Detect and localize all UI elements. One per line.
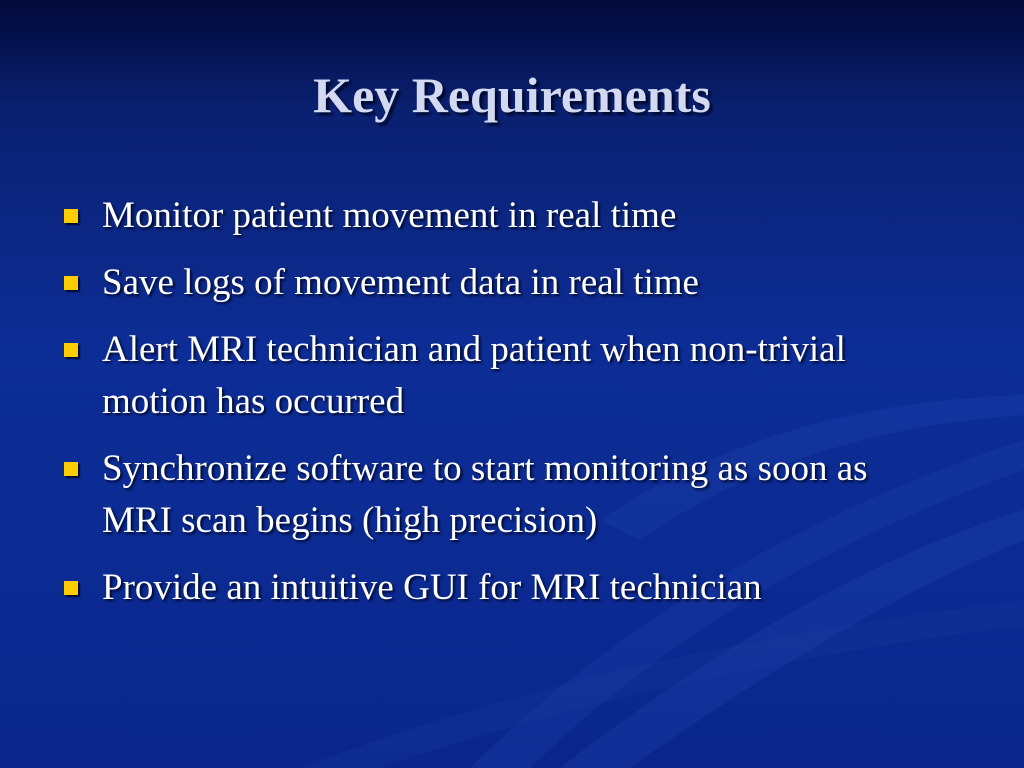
- bullet-item: [64, 443, 914, 547]
- yellow-square-bullet-icon: [64, 343, 78, 357]
- slide-title: Key Requirements: [313, 67, 711, 123]
- bullet-text: Provide an intuitive GUI for MRI technician: [102, 567, 762, 608]
- bullet-item: [64, 190, 914, 242]
- bullet-list: [64, 190, 914, 629]
- bullet-item: [64, 257, 914, 309]
- yellow-square-bullet-icon: [64, 276, 78, 290]
- yellow-square-bullet-icon: [64, 209, 78, 223]
- bullet-text: Alert MRI technician and patient when non-trivial motion has occurred: [102, 329, 846, 422]
- yellow-square-bullet-icon: [64, 581, 78, 595]
- bullet-text: Synchronize software to start monitoring as soon as MRI scan begins (high precision): [102, 448, 868, 541]
- bullet-item: [64, 324, 914, 428]
- bullet-text: Monitor patient movement in real time: [102, 195, 677, 236]
- yellow-square-bullet-icon: [64, 462, 78, 476]
- bullet-item: [64, 562, 914, 614]
- bullet-text: Save logs of movement data in real time: [102, 262, 699, 303]
